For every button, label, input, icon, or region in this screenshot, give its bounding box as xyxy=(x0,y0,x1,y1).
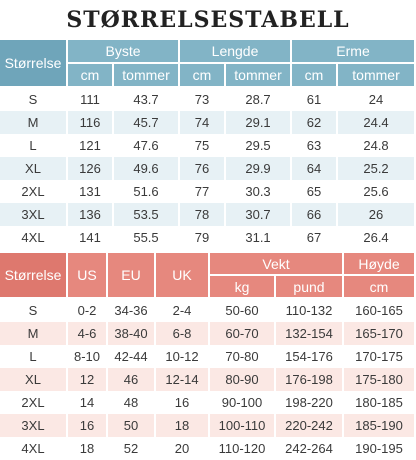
table-cell: 12 xyxy=(68,368,108,391)
size-label: M xyxy=(0,322,68,345)
table-cell: 176-198 xyxy=(276,368,344,391)
weight-header: Vekt xyxy=(210,253,344,276)
table-cell: 75 xyxy=(180,134,226,157)
table-cell: 190-195 xyxy=(344,437,416,460)
unit-header: pund xyxy=(276,276,344,299)
table-row xyxy=(0,345,416,368)
table-cell: 18 xyxy=(68,437,108,460)
uk-header: UK xyxy=(156,253,210,299)
table-cell: 4-6 xyxy=(68,322,108,345)
table-cell: 8-10 xyxy=(68,345,108,368)
table-cell: 160-165 xyxy=(344,299,416,322)
table-cell: 242-264 xyxy=(276,437,344,460)
size-label: 4XL xyxy=(0,226,68,249)
bust-header: Byste xyxy=(68,40,180,64)
size-label: L xyxy=(0,345,68,368)
table-cell: 198-220 xyxy=(276,391,344,414)
table-cell: 76 xyxy=(180,157,226,180)
table-cell: 24.8 xyxy=(338,134,416,157)
table-cell: 62 xyxy=(292,111,338,134)
table-cell: 14 xyxy=(68,391,108,414)
table-cell: 25.2 xyxy=(338,157,416,180)
table-cell: 154-176 xyxy=(276,345,344,368)
table-row xyxy=(0,391,416,414)
size-label: 2XL xyxy=(0,391,68,414)
size-label: L xyxy=(0,134,68,157)
table-cell: 110-120 xyxy=(210,437,276,460)
us-header: US xyxy=(68,253,108,299)
sleeve-header: Erme xyxy=(292,40,416,64)
size-label: 3XL xyxy=(0,414,68,437)
table-cell: 67 xyxy=(292,226,338,249)
unit-header: kg xyxy=(210,276,276,299)
size-label: 3XL xyxy=(0,203,68,226)
table-cell: 26 xyxy=(338,203,416,226)
table-cell: 24.4 xyxy=(338,111,416,134)
table-cell: 45.7 xyxy=(114,111,180,134)
table-cell: 73 xyxy=(180,88,226,111)
table-cell: 50 xyxy=(108,414,156,437)
table-cell: 100-110 xyxy=(210,414,276,437)
table-cell: 42-44 xyxy=(108,345,156,368)
table-cell: 111 xyxy=(68,88,114,111)
page-title: STØRRELSESTABELL xyxy=(66,7,350,33)
size-label: 2XL xyxy=(0,180,68,203)
size-label: 4XL xyxy=(0,437,68,460)
table-cell: 25.6 xyxy=(338,180,416,203)
table-cell: 30.3 xyxy=(226,180,292,203)
table-cell: 66 xyxy=(292,203,338,226)
size-column-header: Størrelse xyxy=(0,40,68,88)
unit-header: cm xyxy=(292,64,338,88)
table-row xyxy=(0,111,416,134)
table-cell: 29.5 xyxy=(226,134,292,157)
table-cell: 16 xyxy=(156,391,210,414)
table-cell: 136 xyxy=(68,203,114,226)
unit-header: cm xyxy=(180,64,226,88)
size-label: S xyxy=(0,88,68,111)
table-cell: 131 xyxy=(68,180,114,203)
table-row xyxy=(0,88,416,111)
table-cell: 220-242 xyxy=(276,414,344,437)
size-column-header: Størrelse xyxy=(0,253,68,299)
length-header: Lengde xyxy=(180,40,292,64)
table-cell: 55.5 xyxy=(114,226,180,249)
table-cell: 165-170 xyxy=(344,322,416,345)
table-cell: 170-175 xyxy=(344,345,416,368)
table-row xyxy=(0,157,416,180)
table-row xyxy=(0,180,416,203)
table-cell: 10-12 xyxy=(156,345,210,368)
table-cell: 132-154 xyxy=(276,322,344,345)
table-cell: 121 xyxy=(68,134,114,157)
unit-header: cm xyxy=(68,64,114,88)
table-cell: 110-132 xyxy=(276,299,344,322)
table-cell: 53.5 xyxy=(114,203,180,226)
eu-header: EU xyxy=(108,253,156,299)
table-cell: 18 xyxy=(156,414,210,437)
table-cell: 48 xyxy=(108,391,156,414)
table-cell: 34-36 xyxy=(108,299,156,322)
table-cell: 74 xyxy=(180,111,226,134)
table-cell: 31.1 xyxy=(226,226,292,249)
table-cell: 70-80 xyxy=(210,345,276,368)
table-cell: 16 xyxy=(68,414,108,437)
table-cell: 0-2 xyxy=(68,299,108,322)
table-cell: 63 xyxy=(292,134,338,157)
table-cell: 116 xyxy=(68,111,114,134)
table-row xyxy=(0,134,416,157)
table-cell: 180-185 xyxy=(344,391,416,414)
table-cell: 126 xyxy=(68,157,114,180)
table-cell: 79 xyxy=(180,226,226,249)
table-row xyxy=(0,437,416,460)
table-cell: 49.6 xyxy=(114,157,180,180)
table-cell: 29.1 xyxy=(226,111,292,134)
table-row xyxy=(0,299,416,322)
size-conversion-table xyxy=(0,253,416,460)
table-cell: 12-14 xyxy=(156,368,210,391)
table-cell: 175-180 xyxy=(344,368,416,391)
table-cell: 2-4 xyxy=(156,299,210,322)
table-cell: 64 xyxy=(292,157,338,180)
unit-header: tommer xyxy=(338,64,416,88)
table-cell: 24 xyxy=(338,88,416,111)
size-label: S xyxy=(0,299,68,322)
table-cell: 60-70 xyxy=(210,322,276,345)
table-cell: 65 xyxy=(292,180,338,203)
table-row xyxy=(0,414,416,437)
table-cell: 78 xyxy=(180,203,226,226)
table-row xyxy=(0,203,416,226)
table-cell: 28.7 xyxy=(226,88,292,111)
unit-header: cm xyxy=(344,276,416,299)
table-cell: 61 xyxy=(292,88,338,111)
size-label: XL xyxy=(0,368,68,391)
table-cell: 26.4 xyxy=(338,226,416,249)
table-cell: 29.9 xyxy=(226,157,292,180)
table-cell: 90-100 xyxy=(210,391,276,414)
table-cell: 185-190 xyxy=(344,414,416,437)
table-cell: 43.7 xyxy=(114,88,180,111)
unit-header: tommer xyxy=(114,64,180,88)
table-cell: 6-8 xyxy=(156,322,210,345)
unit-header: tommer xyxy=(226,64,292,88)
table-cell: 80-90 xyxy=(210,368,276,391)
size-label: M xyxy=(0,111,68,134)
table-cell: 50-60 xyxy=(210,299,276,322)
table-cell: 47.6 xyxy=(114,134,180,157)
table-cell: 20 xyxy=(156,437,210,460)
table-row xyxy=(0,226,416,249)
table-cell: 51.6 xyxy=(114,180,180,203)
table-cell: 77 xyxy=(180,180,226,203)
table-row xyxy=(0,368,416,391)
table-cell: 46 xyxy=(108,368,156,391)
table-cell: 38-40 xyxy=(108,322,156,345)
height-header: Høyde xyxy=(344,253,416,276)
table-cell: 30.7 xyxy=(226,203,292,226)
table-cell: 141 xyxy=(68,226,114,249)
table-cell: 52 xyxy=(108,437,156,460)
size-label: XL xyxy=(0,157,68,180)
measurement-table xyxy=(0,40,416,249)
table-row xyxy=(0,322,416,345)
